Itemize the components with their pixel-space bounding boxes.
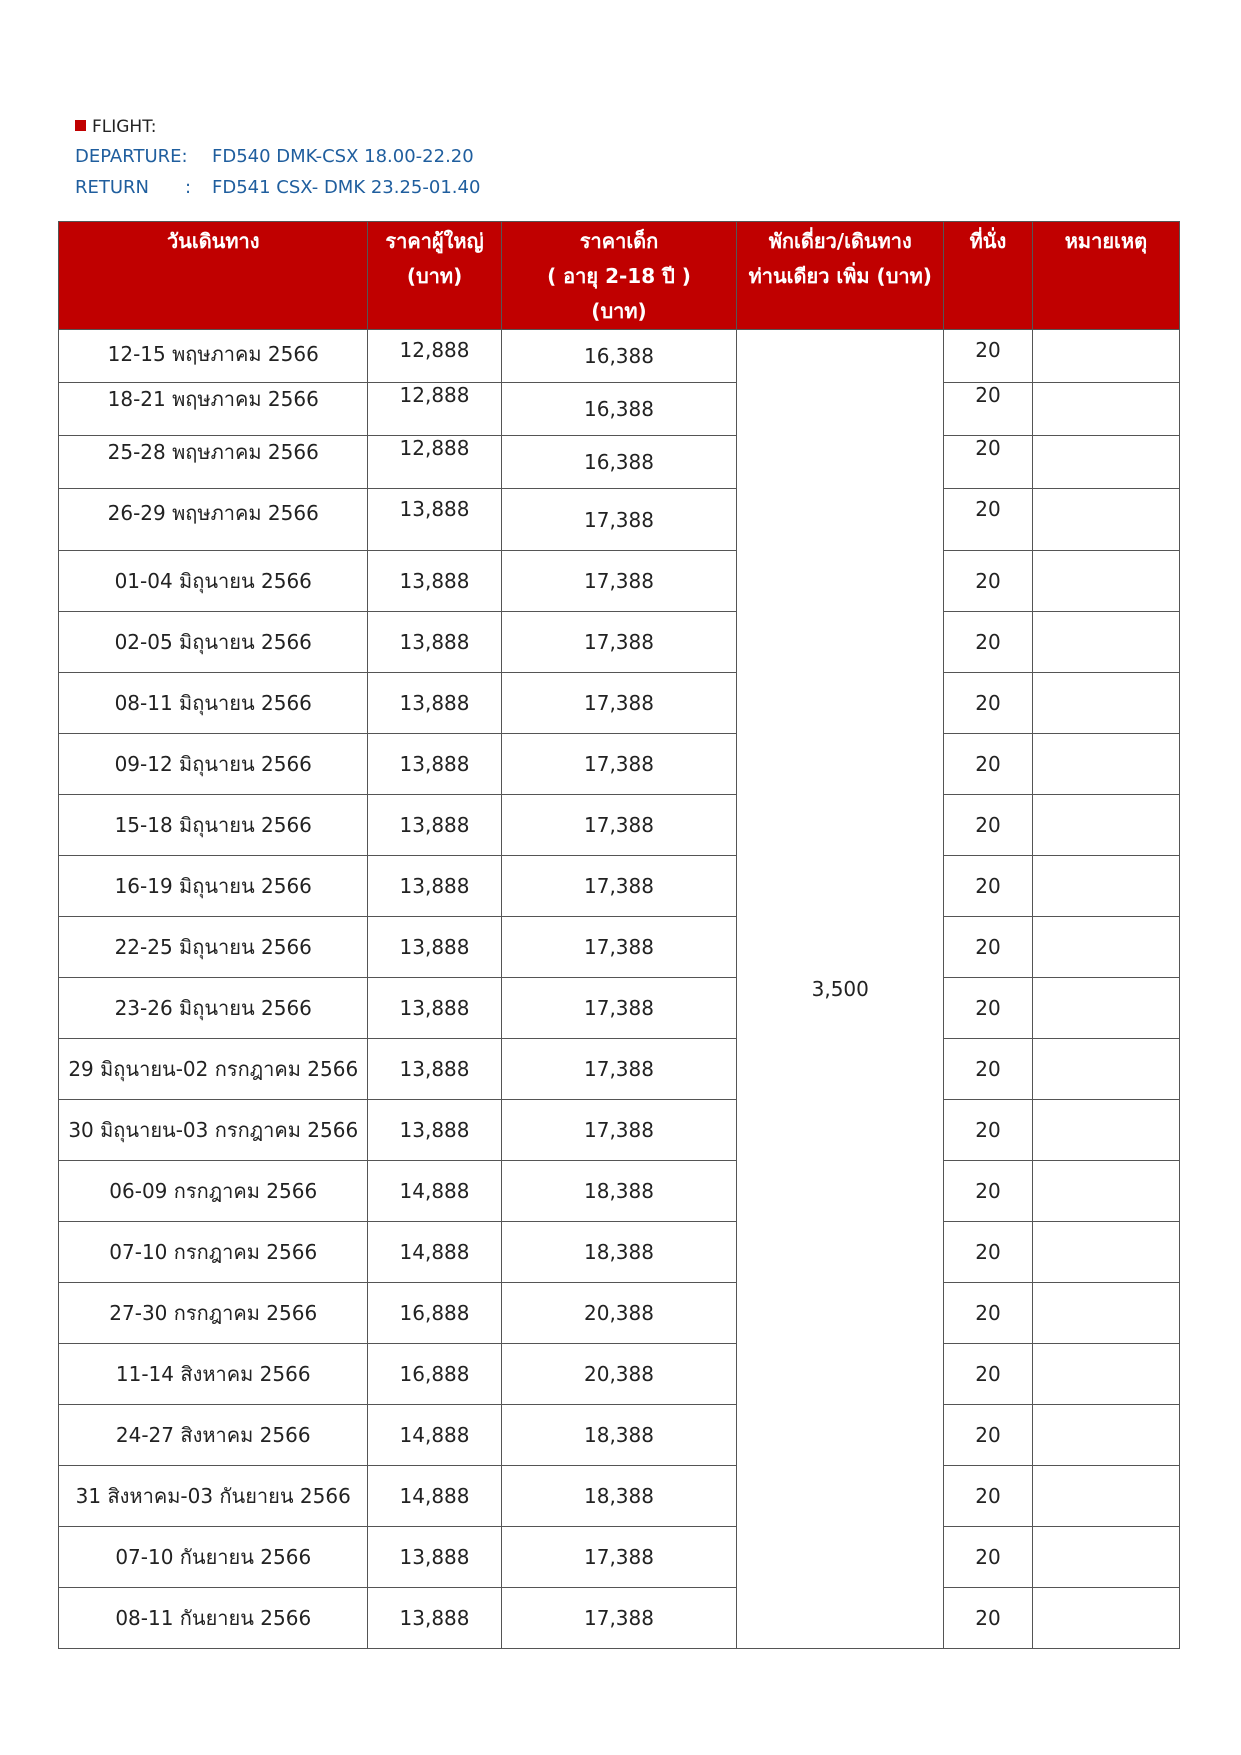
cell-seats: 20 [944, 795, 1033, 856]
cell-date: 25-28 พฤษภาคม 2566 [59, 436, 368, 489]
header-seats: ที่นั่ง [944, 222, 1033, 330]
cell-seats: 20 [944, 734, 1033, 795]
cell-child-price: 20,388 [501, 1344, 737, 1405]
cell-date: 16-19 มิถุนายน 2566 [59, 856, 368, 917]
cell-remark [1032, 1466, 1179, 1527]
header-child-price: ราคาเด็ก ( อายุ 2-18 ปี ) (บาท) [501, 222, 737, 330]
return-label: RETURN [75, 177, 150, 198]
cell-child-price: 20,388 [501, 1283, 737, 1344]
cell-date: 06-09 กรกฎาคม 2566 [59, 1161, 368, 1222]
table-row [59, 917, 1180, 978]
table-row [59, 856, 1180, 917]
cell-seats: 20 [944, 917, 1033, 978]
bullet-square-icon [75, 120, 86, 131]
flight-info [75, 113, 480, 203]
cell-seats: 20 [944, 551, 1033, 612]
cell-adult-price: 13,888 [368, 673, 501, 734]
cell-adult-price: 14,888 [368, 1405, 501, 1466]
cell-seats: 20 [944, 1344, 1033, 1405]
table-row [59, 978, 1180, 1039]
table-header-row [59, 222, 1180, 330]
cell-seats: 20 [944, 673, 1033, 734]
cell-seats: 20 [944, 1588, 1033, 1649]
header-adult-price: ราคาผู้ใหญ่ (บาท) [368, 222, 501, 330]
table-row [59, 436, 1180, 489]
cell-remark [1032, 1161, 1179, 1222]
table-row [59, 1283, 1180, 1344]
cell-date: 12-15 พฤษภาคม 2566 [59, 330, 368, 383]
cell-remark [1032, 1405, 1179, 1466]
return-value: FD541 CSX- DMK 23.25-01.40 [212, 177, 481, 198]
header-remark: หมายเหตุ [1032, 222, 1179, 330]
cell-child-price: 16,388 [501, 383, 737, 436]
cell-child-price: 18,388 [501, 1405, 737, 1466]
cell-child-price: 17,388 [501, 917, 737, 978]
cell-seats: 20 [944, 1405, 1033, 1466]
cell-child-price: 16,388 [501, 330, 737, 383]
cell-single-supplement: 3,500 [737, 330, 944, 1649]
cell-seats: 20 [944, 489, 1033, 551]
cell-remark [1032, 1222, 1179, 1283]
cell-date: 23-26 มิถุนายน 2566 [59, 978, 368, 1039]
header-single-supplement: พักเดี่ยว/เดินทาง ท่านเดียว เพิ่ม (บาท) [737, 222, 944, 330]
cell-remark [1032, 1039, 1179, 1100]
cell-adult-price: 12,888 [368, 436, 501, 489]
cell-remark [1032, 489, 1179, 551]
cell-child-price: 17,388 [501, 612, 737, 673]
cell-remark [1032, 612, 1179, 673]
cell-child-price: 17,388 [501, 551, 737, 612]
departure-line [75, 141, 480, 172]
table-row [59, 673, 1180, 734]
cell-seats: 20 [944, 1222, 1033, 1283]
cell-seats: 20 [944, 1527, 1033, 1588]
cell-adult-price: 13,888 [368, 1527, 501, 1588]
cell-child-price: 17,388 [501, 795, 737, 856]
cell-seats: 20 [944, 330, 1033, 383]
cell-adult-price: 16,888 [368, 1283, 501, 1344]
cell-child-price: 17,388 [501, 1039, 737, 1100]
cell-date: 26-29 พฤษภาคม 2566 [59, 489, 368, 551]
cell-remark [1032, 436, 1179, 489]
cell-date: 11-14 สิงหาคม 2566 [59, 1344, 368, 1405]
table-row [59, 612, 1180, 673]
table-row [59, 1161, 1180, 1222]
cell-date: 22-25 มิถุนายน 2566 [59, 917, 368, 978]
cell-adult-price: 12,888 [368, 330, 501, 383]
departure-label: DEPARTURE: [75, 146, 188, 167]
table-row [59, 795, 1180, 856]
cell-seats: 20 [944, 856, 1033, 917]
table-row [59, 1527, 1180, 1588]
flight-header-label: FLIGHT: [92, 117, 157, 137]
cell-child-price: 16,388 [501, 436, 737, 489]
table-row [59, 551, 1180, 612]
table-row [59, 1039, 1180, 1100]
cell-adult-price: 13,888 [368, 1100, 501, 1161]
cell-remark [1032, 383, 1179, 436]
cell-adult-price: 12,888 [368, 383, 501, 436]
cell-adult-price: 13,888 [368, 1588, 501, 1649]
cell-child-price: 17,388 [501, 673, 737, 734]
cell-remark [1032, 917, 1179, 978]
cell-adult-price: 13,888 [368, 856, 501, 917]
cell-adult-price: 16,888 [368, 1344, 501, 1405]
cell-date: 08-11 กันยายน 2566 [59, 1588, 368, 1649]
table-row [59, 383, 1180, 436]
cell-child-price: 17,388 [501, 489, 737, 551]
cell-adult-price: 13,888 [368, 551, 501, 612]
price-table [58, 221, 1180, 1649]
cell-adult-price: 14,888 [368, 1466, 501, 1527]
table-row [59, 1344, 1180, 1405]
table-row [59, 1405, 1180, 1466]
cell-seats: 20 [944, 1283, 1033, 1344]
cell-adult-price: 13,888 [368, 489, 501, 551]
table-row [59, 1588, 1180, 1649]
cell-date: 01-04 มิถุนายน 2566 [59, 551, 368, 612]
cell-adult-price: 13,888 [368, 917, 501, 978]
table-row [59, 489, 1180, 551]
flight-header [75, 113, 480, 141]
cell-remark [1032, 330, 1179, 383]
table-row [59, 1100, 1180, 1161]
cell-date: 15-18 มิถุนายน 2566 [59, 795, 368, 856]
cell-seats: 20 [944, 383, 1033, 436]
cell-seats: 20 [944, 1100, 1033, 1161]
return-colon: : [185, 177, 192, 198]
cell-remark [1032, 856, 1179, 917]
cell-date: 08-11 มิถุนายน 2566 [59, 673, 368, 734]
cell-child-price: 17,388 [501, 734, 737, 795]
cell-remark [1032, 1588, 1179, 1649]
cell-adult-price: 13,888 [368, 1039, 501, 1100]
cell-remark [1032, 1100, 1179, 1161]
header-date: วันเดินทาง [59, 222, 368, 330]
cell-date: 31 สิงหาคม-03 กันยายน 2566 [59, 1466, 368, 1527]
cell-remark [1032, 1344, 1179, 1405]
cell-child-price: 18,388 [501, 1161, 737, 1222]
return-line [75, 172, 480, 203]
cell-remark [1032, 978, 1179, 1039]
cell-seats: 20 [944, 1466, 1033, 1527]
cell-date: 30 มิถุนายน-03 กรกฎาคม 2566 [59, 1100, 368, 1161]
cell-date: 02-05 มิถุนายน 2566 [59, 612, 368, 673]
cell-child-price: 18,388 [501, 1466, 737, 1527]
table-row [59, 734, 1180, 795]
cell-date: 07-10 กรกฎาคม 2566 [59, 1222, 368, 1283]
cell-date: 18-21 พฤษภาคม 2566 [59, 383, 368, 436]
cell-date: 27-30 กรกฎาคม 2566 [59, 1283, 368, 1344]
table-row [59, 1466, 1180, 1527]
cell-seats: 20 [944, 436, 1033, 489]
cell-seats: 20 [944, 978, 1033, 1039]
cell-adult-price: 14,888 [368, 1161, 501, 1222]
cell-child-price: 18,388 [501, 1222, 737, 1283]
cell-child-price: 17,388 [501, 1588, 737, 1649]
cell-seats: 20 [944, 1161, 1033, 1222]
table-row [59, 330, 1180, 383]
cell-remark [1032, 673, 1179, 734]
cell-adult-price: 14,888 [368, 1222, 501, 1283]
cell-remark [1032, 795, 1179, 856]
cell-seats: 20 [944, 1039, 1033, 1100]
cell-seats: 20 [944, 612, 1033, 673]
cell-adult-price: 13,888 [368, 612, 501, 673]
cell-date: 24-27 สิงหาคม 2566 [59, 1405, 368, 1466]
cell-child-price: 17,388 [501, 856, 737, 917]
table-row [59, 1222, 1180, 1283]
cell-date: 29 มิถุนายน-02 กรกฎาคม 2566 [59, 1039, 368, 1100]
cell-adult-price: 13,888 [368, 795, 501, 856]
cell-child-price: 17,388 [501, 1100, 737, 1161]
departure-value: FD540 DMK-CSX 18.00-22.20 [212, 146, 474, 167]
cell-child-price: 17,388 [501, 1527, 737, 1588]
cell-remark [1032, 1527, 1179, 1588]
cell-date: 09-12 มิถุนายน 2566 [59, 734, 368, 795]
cell-remark [1032, 1283, 1179, 1344]
cell-date: 07-10 กันยายน 2566 [59, 1527, 368, 1588]
cell-remark [1032, 734, 1179, 795]
cell-remark [1032, 551, 1179, 612]
cell-adult-price: 13,888 [368, 978, 501, 1039]
cell-adult-price: 13,888 [368, 734, 501, 795]
cell-child-price: 17,388 [501, 978, 737, 1039]
